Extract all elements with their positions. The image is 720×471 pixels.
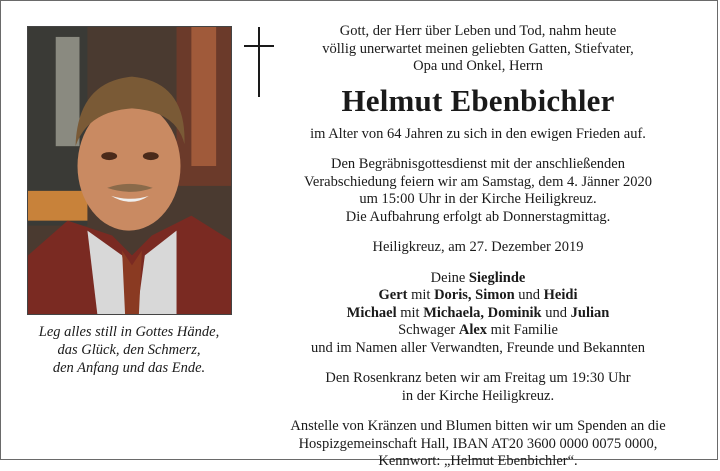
mourner-name: Alex bbox=[458, 322, 488, 338]
mourner-text: und bbox=[514, 287, 544, 303]
mourner-name: Doris, Simon bbox=[434, 287, 515, 303]
mourner-name: Michael bbox=[346, 304, 397, 321]
mourner-text: mit bbox=[407, 287, 435, 303]
mourner-line bbox=[259, 270, 697, 288]
intro-line: Gott, der Herr über Leben und Tod, nahm heute bbox=[339, 23, 617, 39]
intro-line: Opa und Onkel, Herrn bbox=[413, 58, 543, 74]
mourner-line bbox=[259, 287, 697, 305]
rosary-line: Den Rosenkranz beten wir am Freitag um 19:30 Uhr bbox=[325, 370, 631, 386]
donation-line: Kennwort: „Helmut Ebenbichler“. bbox=[378, 453, 578, 469]
quote-line: den Anfang und das Ende. bbox=[52, 360, 206, 376]
mourner-text: Schwager bbox=[398, 322, 459, 338]
memorial-quote bbox=[15, 323, 243, 377]
place-date: Heiligkreuz, am 27. Dezember 2019 bbox=[372, 239, 584, 255]
obituary-text bbox=[259, 23, 697, 471]
age-line: im Alter von 64 Jahren zu sich in den ewigen Frieden auf. bbox=[310, 125, 646, 142]
rosary-line: in der Kirche Heiligkreuz. bbox=[401, 387, 555, 404]
mourner-text: Deine bbox=[430, 269, 469, 286]
mourner-text: mit Familie bbox=[487, 322, 558, 338]
mourner-name: Heidi bbox=[543, 287, 578, 303]
mourner-name: Gert bbox=[378, 287, 408, 303]
intro-line: völlig unerwartet meinen geliebten Gatten, Stiefvater, bbox=[322, 40, 634, 57]
mourner-text: und bbox=[541, 304, 571, 321]
mourner-line bbox=[259, 305, 697, 323]
mourner-text: mit bbox=[396, 304, 424, 321]
funeral-line: Die Aufbahrung erfolgt ab Donnerstagmittag. bbox=[345, 208, 611, 225]
mourner-line bbox=[259, 322, 697, 340]
donation-line: Hospizgemeinschaft Hall, IBAN AT20 3600 0000 0075 0000, bbox=[298, 435, 658, 452]
quote-line: das Glück, den Schmerz, bbox=[57, 342, 201, 358]
mourner-name: Sieglinde bbox=[468, 269, 526, 286]
funeral-line: Den Begräbnisgottesdienst mit der anschließenden bbox=[331, 156, 625, 172]
deceased-name: Helmut Ebenbichler bbox=[341, 82, 615, 118]
funeral-line: um 15:00 Uhr in der Kirche Heiligkreuz. bbox=[359, 191, 597, 207]
mourner-line: und im Namen aller Verwandten, Freunde und Bekannten bbox=[311, 339, 645, 356]
portrait-photo bbox=[27, 26, 232, 315]
quote-line: Leg alles still in Gottes Hände, bbox=[38, 324, 220, 340]
mourner-name: Julian bbox=[570, 304, 610, 321]
donation-line: Anstelle von Kränzen und Blumen bitten wir um Spenden an die bbox=[290, 418, 666, 434]
funeral-line: Verabschiedung feiern wir am Samstag, dem 4. Jänner 2020 bbox=[304, 173, 652, 190]
mourner-name: Michaela, Dominik bbox=[423, 304, 542, 321]
